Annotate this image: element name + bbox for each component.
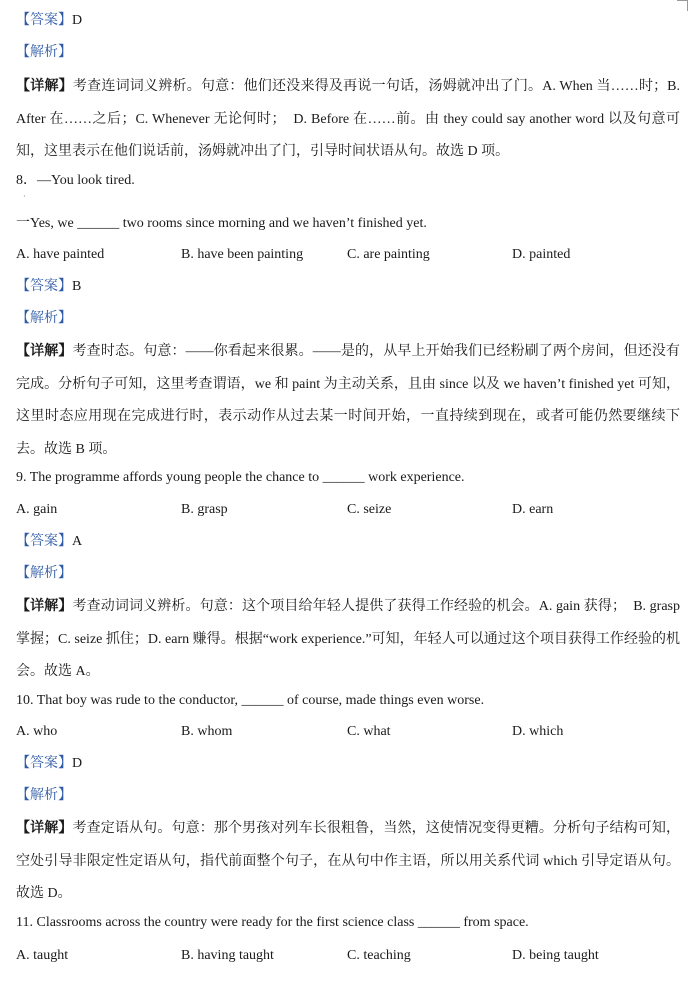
answer-value: D xyxy=(72,13,83,28)
option-c: C. teaching xyxy=(347,948,411,963)
answer-line: 【答案】D xyxy=(16,13,83,28)
answer-value: D xyxy=(72,756,83,771)
stem-dot: · xyxy=(23,192,26,201)
option-a: A. gain xyxy=(16,502,58,517)
option-a: A. have painted xyxy=(16,247,105,262)
option-b: B. grasp xyxy=(181,502,228,517)
answer-line: 【答案】D xyxy=(16,756,83,771)
option-d: D. earn xyxy=(512,502,554,517)
option-d: D. painted xyxy=(512,247,571,262)
analysis-line: 【解析】 xyxy=(16,566,72,581)
option-b: B. having taught xyxy=(181,948,274,963)
option-a: A. who xyxy=(16,724,58,739)
analysis-line: 【解析】 xyxy=(16,311,72,326)
answer-value: A xyxy=(72,534,83,549)
detail-tag: 【详解】 xyxy=(16,344,73,359)
option-c: C. what xyxy=(347,724,391,739)
detail-paragraph xyxy=(16,591,680,689)
analysis-tag: 解析 xyxy=(30,311,58,326)
detail-tag: 【详解】 xyxy=(16,821,73,836)
detail-text: 考查连词词义辨析。句意：他们还没来得及再说一句话，汤姆就冲出了门。A. When 当……时；B. After 在……之后；C. Whenever 无论何时； D. Before 在……前。由 they could say another word 以及句意可知，这里表示在他们说话前，汤姆就冲出了门，引导时间状语从句。故选 D 项。 xyxy=(16,79,681,159)
question-stem: 11. Classrooms across the country were ready for the first science class ______ from space. xyxy=(16,915,529,930)
answer-tag: 答案 xyxy=(30,756,58,771)
option-d: D. being taught xyxy=(512,948,599,963)
answer-line: 【答案】A xyxy=(16,534,83,549)
detail-tag: 【详解】 xyxy=(16,79,73,94)
analysis-tag: 解析 xyxy=(30,45,58,60)
detail-text: 考查定语从句。句意：那个男孩对列车长很粗鲁，当然，这使情况变得更糟。分析句子结构可知，空处引导非限定性定语从句，指代前面整个句子，在从句中作主语，所以用关系代词 which 引导定语从句。故选 D。 xyxy=(16,821,681,901)
question-stem: 9. The programme affords young people the chance to ______ work experience. xyxy=(16,470,465,485)
detail-text: 考查时态。句意：——你看起来很累。——是的，从早上开始我们已经粉刷了两个房间，但还没有完成。分析句子可知，这里考查谓语，we 和 paint 为主动关系，且由 since 以及 we haven’t finished yet 可知，这里时态应用现在完成进行时，表示动作从过去某一时间开始，一直持续到现在，或者可能仍然要继续下去。故选 B 项。 xyxy=(16,344,680,457)
option-b: B. have been painting xyxy=(181,247,304,262)
analysis-tag: 解析 xyxy=(30,788,58,803)
analysis-line: 【解析】 xyxy=(16,45,72,60)
detail-paragraph xyxy=(16,336,680,466)
page-corner-mark xyxy=(677,0,688,11)
answer-value: B xyxy=(72,279,82,294)
detail-text: 考查动词词义辨析。句意：这个项目给年轻人提供了获得工作经验的机会。A. gain 获得； B. grasp 掌握；C. seize 抓住；D. earn 赚得。根据“work experience.”可知，年轻人可以通过这个项目获得工作经验的机会。故选 A。 xyxy=(16,599,681,679)
detail-paragraph xyxy=(16,71,680,169)
question-stem-reply: 一Yes, we ______ two rooms since morning and we haven’t finished yet. xyxy=(16,216,427,231)
detail-tag: 【详解】 xyxy=(16,599,73,614)
question-stem: 10. That boy was rude to the conductor, ______ of course, made things even worse. xyxy=(16,693,485,708)
option-b: B. whom xyxy=(181,724,233,739)
option-d: D. which xyxy=(512,724,564,739)
question-stem: 8．—You look tired. xyxy=(16,173,135,188)
analysis-tag: 解析 xyxy=(30,566,58,581)
answer-line: 【答案】B xyxy=(16,279,82,294)
detail-paragraph xyxy=(16,813,680,911)
option-c: C. seize xyxy=(347,502,392,517)
analysis-line: 【解析】 xyxy=(16,788,72,803)
option-a: A. taught xyxy=(16,948,69,963)
answer-tag: 答案 xyxy=(30,279,58,294)
answer-tag: 答案 xyxy=(30,13,58,28)
answer-tag: 答案 xyxy=(30,534,58,549)
option-c: C. are painting xyxy=(347,247,430,262)
